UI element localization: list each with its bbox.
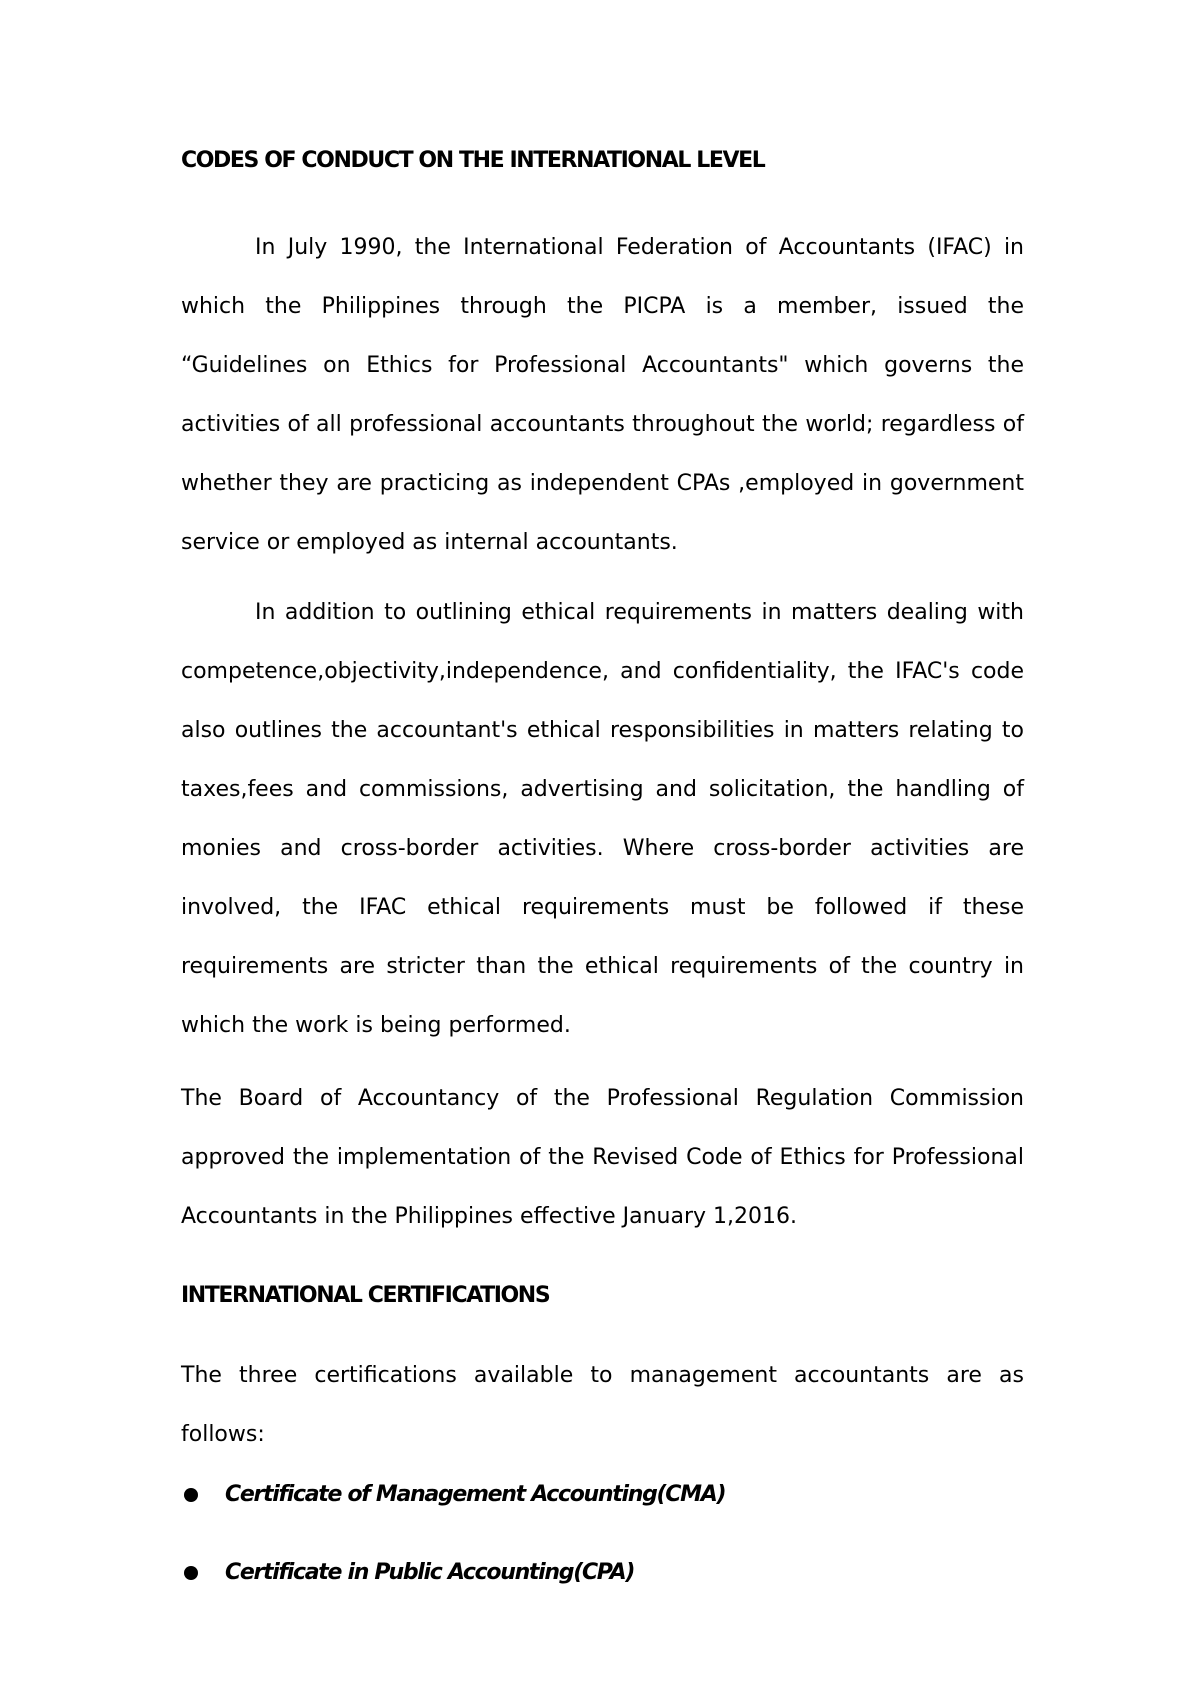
section-heading-codes-of-conduct: CODES OF CONDUCT ON THE INTERNATIONAL LEVEL — [181, 148, 765, 173]
list-item — [181, 1480, 1024, 1510]
certifications-list — [181, 1480, 1024, 1588]
section-heading-international-certifications: INTERNATIONAL CERTIFICATIONS — [181, 1283, 550, 1308]
certification-cma: Certificate of Management Accounting(CMA) — [225, 1482, 726, 1507]
document-body — [181, 140, 1024, 1636]
paragraph-ifac-guidelines: In July 1990, the International Federation of Accountants (IFAC) in which the Philippines through the PICPA is a member, issued the “Guidelines on Ethics for Professional Accountants" which governs the activities of all professional accountants throughout the world; regardless of whether they are practicing as independent CPAs ,employed in government service or employed as internal accountants. — [181, 235, 1024, 555]
paragraph-board-of-accountancy: The Board of Accountancy of the Professional Regulation Commission approved the implementation of the Revised Code of Ethics for Professional Accountants in the Philippines effective January 1,2016. — [181, 1086, 1024, 1229]
bullet-icon — [184, 1488, 198, 1502]
bullet-icon — [184, 1566, 198, 1580]
paragraph-ifac-code-requirements: In addition to outlining ethical requirements in matters dealing with competence,objectivity,independence, and confidentiality, the IFAC's code also outlines the accountant's ethical responsibilities in matters relating to taxes,fees and commissions, advertising and solicitation, the handling of monies and cross-border activities. Where cross-border activities are involved, the IFAC ethical requirements must be followed if these requirements are stricter than the ethical requirements of the country in which the work is being performed. — [181, 600, 1024, 1038]
paragraph-certifications-intro: The three certifications available to management accountants are as follows: — [181, 1363, 1024, 1447]
list-item — [181, 1558, 1024, 1588]
certification-cpa: Certificate in Public Accounting(CPA) — [225, 1560, 635, 1585]
